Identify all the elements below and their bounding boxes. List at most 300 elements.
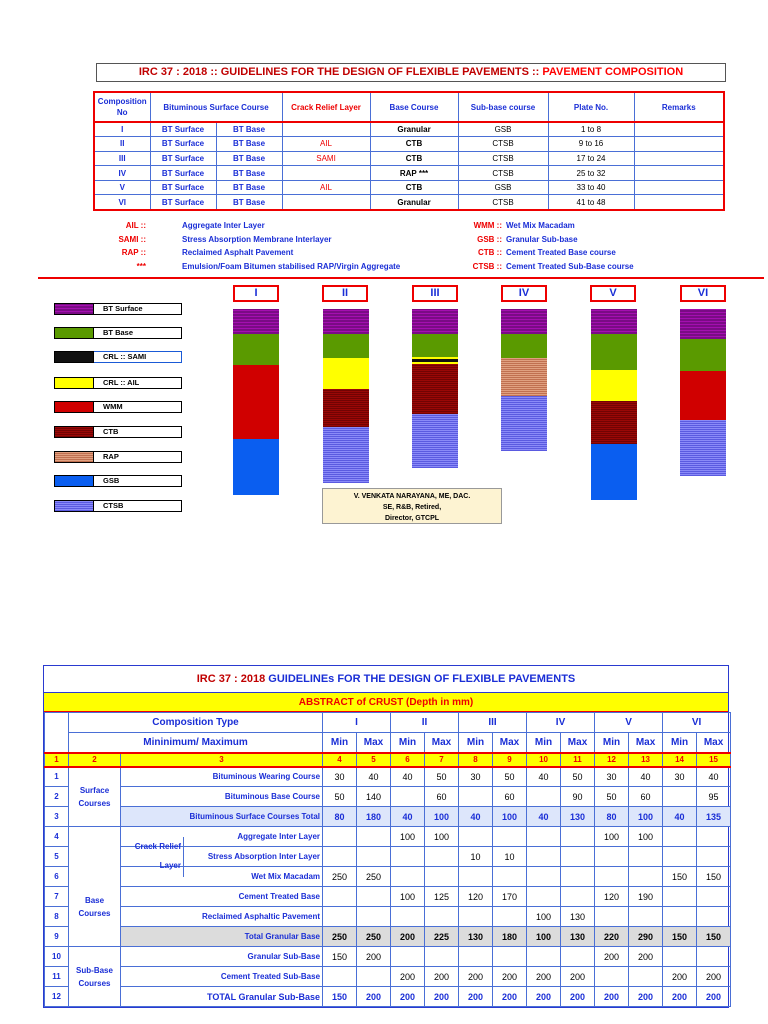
legend-swatch — [54, 451, 94, 463]
value-cell: 200 — [459, 987, 493, 1007]
value-cell — [459, 947, 493, 967]
value-cell: 200 — [561, 967, 595, 987]
abbr-item — [100, 246, 460, 260]
row-number: 12 — [45, 987, 69, 1007]
abstract-title-irc: IRC 37 : 2018 — [196, 673, 269, 685]
value-cell: 200 — [357, 947, 391, 967]
legend-item-ail — [54, 377, 182, 389]
value-cell — [323, 847, 357, 867]
value-cell: 200 — [391, 927, 425, 947]
row-remarks — [634, 151, 724, 166]
row-surface: BT Surface — [150, 137, 216, 152]
credit-line: V. VENKATA NARAYANA, ME, DAC. — [353, 493, 471, 500]
composition-type-label: Composition Type — [69, 713, 323, 733]
group-base-courses — [69, 827, 121, 947]
value-cell: 60 — [493, 787, 527, 807]
value-cell — [459, 907, 493, 927]
value-cell: 40 — [527, 807, 561, 827]
row-base: BT Base — [216, 137, 282, 152]
abbr-value: Cement Treated Sub-Base course — [506, 261, 634, 271]
legend-label: CRL :: SAMI — [103, 352, 147, 361]
value-cell — [527, 867, 561, 887]
index-cell: 8 — [459, 753, 493, 767]
value-cell — [425, 867, 459, 887]
value-cell: 220 — [595, 927, 629, 947]
value-cell — [629, 967, 663, 987]
row-label: Bituminous Surface Courses Total — [121, 807, 323, 827]
abbr-item — [100, 219, 460, 233]
value-cell: 10 — [493, 847, 527, 867]
value-cell — [697, 947, 731, 967]
value-cell: 100 — [391, 887, 425, 907]
row-plate: 25 to 32 — [548, 166, 634, 181]
header-subbase-course: Sub-base course — [458, 92, 548, 122]
abbr-item — [440, 219, 760, 233]
value-cell: 100 — [629, 807, 663, 827]
abbr-item — [440, 260, 760, 274]
type-i: I — [323, 713, 391, 733]
index-row — [45, 753, 731, 767]
layer-bt-surface — [233, 309, 279, 334]
header-composition-no: Composition No — [94, 92, 150, 122]
value-cell: 30 — [663, 767, 697, 787]
row-base-course: CTB — [370, 180, 458, 195]
abbr-key: CTB :: — [478, 248, 502, 257]
row-number: 10 — [45, 947, 69, 967]
column-label-v: V — [590, 285, 636, 302]
legend-label: GSB — [103, 476, 120, 485]
value-cell — [527, 787, 561, 807]
index-cell: 4 — [323, 753, 357, 767]
abbr-value: Emulsion/Foam Bitumen stabilised RAP/Virgin Aggregate — [182, 261, 401, 271]
composition-type-row — [45, 713, 731, 733]
abbr-key: AIL :: — [125, 221, 146, 230]
row-number: 11 — [45, 967, 69, 987]
value-cell: 190 — [629, 887, 663, 907]
legend-label: CTSB — [103, 501, 124, 510]
value-cell — [459, 827, 493, 847]
value-cell: 200 — [663, 967, 697, 987]
value-cell: 200 — [595, 947, 629, 967]
row-crl — [282, 166, 370, 181]
index-cell: 5 — [357, 753, 391, 767]
abstract-title — [44, 666, 728, 692]
value-cell — [629, 847, 663, 867]
row-plate: 17 to 24 — [548, 151, 634, 166]
row-base: BT Base — [216, 195, 282, 210]
table-row — [45, 947, 731, 967]
table-row — [94, 122, 724, 137]
composition-title-main: IRC 37 : 2018 :: GUIDELINES FOR THE DESIGN OF FLEXIBLE PAVEMENTS :: — [138, 66, 543, 78]
row-number: 6 — [45, 867, 69, 887]
value-cell: 95 — [697, 787, 731, 807]
max-header: Max — [425, 733, 459, 753]
row-number: 7 — [45, 887, 69, 907]
value-cell: 200 — [629, 947, 663, 967]
value-cell: 250 — [357, 867, 391, 887]
value-cell: 140 — [357, 787, 391, 807]
row-no: I — [94, 122, 150, 137]
row-number: 5 — [45, 847, 69, 867]
value-cell: 50 — [425, 767, 459, 787]
stack-vi — [680, 309, 726, 476]
value-cell: 50 — [595, 787, 629, 807]
table-row — [94, 195, 724, 210]
legend-label: BT Surface — [103, 304, 143, 313]
layer-rap — [501, 358, 547, 396]
legend-item-bt-base — [54, 327, 182, 339]
value-cell: 80 — [595, 807, 629, 827]
min-header: Min — [527, 733, 561, 753]
layer-wmm — [680, 371, 726, 420]
row-label: Cement Treated Sub-Base — [121, 967, 323, 987]
table-row — [45, 787, 731, 807]
table-row — [45, 967, 731, 987]
abstract-title-main: GUIDELINEs FOR THE DESIGN OF FLEXIBLE PAVEMENTS — [268, 673, 576, 685]
value-cell — [493, 947, 527, 967]
row-label: Stress Absorption Inter Layer — [121, 847, 323, 867]
value-cell: 60 — [629, 787, 663, 807]
row-number: 3 — [45, 807, 69, 827]
row-surface: BT Surface — [150, 195, 216, 210]
legend-label: CTB — [103, 427, 119, 436]
value-cell — [697, 887, 731, 907]
value-cell: 170 — [493, 887, 527, 907]
value-cell — [527, 887, 561, 907]
index-cell: 14 — [663, 753, 697, 767]
value-cell: 100 — [425, 807, 459, 827]
layer-bt-base — [323, 334, 369, 358]
group-surface-courses: Surface Courses — [69, 767, 121, 827]
row-base-course: Granular — [370, 122, 458, 137]
legend-swatch — [54, 303, 94, 315]
value-cell — [391, 847, 425, 867]
value-cell: 200 — [493, 987, 527, 1007]
row-plate: 9 to 16 — [548, 137, 634, 152]
header-remarks: Remarks — [634, 92, 724, 122]
abbr-value: Cement Treated Base course — [506, 248, 616, 257]
layer-ctb — [412, 364, 458, 414]
column-label-iv: IV — [501, 285, 547, 302]
value-cell: 100 — [595, 827, 629, 847]
min-header: Min — [459, 733, 493, 753]
value-cell: 30 — [323, 767, 357, 787]
max-header: Max — [697, 733, 731, 753]
index-cell: 12 — [595, 753, 629, 767]
abbr-value: Wet Mix Macadam — [506, 221, 575, 230]
table-row — [94, 180, 724, 195]
value-cell — [663, 947, 697, 967]
minmax-row — [45, 733, 731, 753]
row-surface: BT Surface — [150, 180, 216, 195]
value-cell: 120 — [459, 887, 493, 907]
value-cell: 200 — [391, 987, 425, 1007]
abbr-item — [440, 246, 760, 260]
index-cell: 10 — [527, 753, 561, 767]
value-cell: 130 — [561, 927, 595, 947]
legend-item-sami — [54, 351, 182, 363]
layer-bt-base — [680, 339, 726, 371]
value-cell — [493, 827, 527, 847]
group-subbase-courses: Sub-Base Courses — [69, 947, 121, 1007]
row-label: Cement Treated Base — [121, 887, 323, 907]
index-cell: 3 — [121, 753, 323, 767]
composition-title — [96, 63, 726, 82]
value-cell: 130 — [459, 927, 493, 947]
stack-iii — [412, 309, 458, 468]
layer-bt-surface — [323, 309, 369, 334]
row-label: Aggregate Inter Layer — [121, 827, 323, 847]
value-cell — [697, 847, 731, 867]
legend-swatch — [54, 327, 94, 339]
row-label: Bituminous Wearing Course — [121, 767, 323, 787]
composition-table — [93, 91, 725, 211]
composition-title-accent: PAVEMENT COMPOSITION — [542, 66, 684, 78]
row-number: 4 — [45, 827, 69, 847]
layer-bt-surface — [591, 309, 637, 334]
value-cell — [561, 947, 595, 967]
max-header: Max — [629, 733, 663, 753]
type-vi: VI — [663, 713, 731, 733]
layer-ctsb — [412, 414, 458, 468]
author-credit — [322, 488, 502, 524]
abbr-item — [100, 260, 460, 274]
legend-swatch — [54, 475, 94, 487]
row-label: Total Granular Base — [121, 927, 323, 947]
row-remarks — [634, 166, 724, 181]
table-row — [45, 907, 731, 927]
value-cell — [663, 907, 697, 927]
header-base-course: Base Course — [370, 92, 458, 122]
legend-swatch — [54, 426, 94, 438]
value-cell — [323, 907, 357, 927]
stack-ii — [323, 309, 369, 483]
value-cell — [663, 827, 697, 847]
value-cell: 200 — [595, 987, 629, 1007]
value-cell: 130 — [561, 907, 595, 927]
value-cell: 200 — [391, 967, 425, 987]
value-cell — [357, 827, 391, 847]
row-base: BT Base — [216, 166, 282, 181]
type-iv: IV — [527, 713, 595, 733]
stack-v — [591, 309, 637, 500]
row-number: 1 — [45, 767, 69, 787]
table-row — [94, 137, 724, 152]
stack-i — [233, 309, 279, 495]
legend-label: RAP — [103, 452, 119, 461]
column-label-i: I — [233, 285, 279, 302]
row-no: V — [94, 180, 150, 195]
value-cell — [459, 867, 493, 887]
row-crl: SAMI — [282, 151, 370, 166]
index-cell: 11 — [561, 753, 595, 767]
value-cell: 200 — [629, 987, 663, 1007]
row-base-course: RAP *** — [370, 166, 458, 181]
blank-cell — [45, 713, 69, 753]
value-cell: 40 — [391, 767, 425, 787]
stack-iv — [501, 309, 547, 451]
layer-bt-base — [412, 334, 458, 357]
index-cell: 6 — [391, 753, 425, 767]
value-cell — [527, 947, 561, 967]
row-subbase: CTSB — [458, 195, 548, 210]
value-cell: 200 — [697, 987, 731, 1007]
value-cell: 200 — [425, 967, 459, 987]
value-cell: 100 — [493, 807, 527, 827]
value-cell: 200 — [663, 987, 697, 1007]
value-cell — [391, 867, 425, 887]
row-base: BT Base — [216, 122, 282, 137]
value-cell — [493, 867, 527, 887]
row-crl: AIL — [282, 137, 370, 152]
type-ii: II — [391, 713, 459, 733]
layer-bt-surface — [680, 309, 726, 339]
value-cell: 90 — [561, 787, 595, 807]
value-cell: 200 — [527, 967, 561, 987]
column-label-vi: VI — [680, 285, 726, 302]
value-cell — [663, 847, 697, 867]
header-bituminous-surface: Bituminous Surface Course — [150, 92, 282, 122]
value-cell — [527, 827, 561, 847]
value-cell: 200 — [357, 987, 391, 1007]
abbr-key: SAMI :: — [118, 234, 146, 244]
row-no: III — [94, 151, 150, 166]
legend-swatch — [54, 401, 94, 413]
abbr-value: Reclaimed Asphalt Pavement — [182, 248, 294, 257]
row-plate: 41 to 48 — [548, 195, 634, 210]
layer-ctsb — [323, 427, 369, 483]
row-remarks — [634, 122, 724, 137]
min-header: Min — [663, 733, 697, 753]
layer-gsb — [591, 444, 637, 500]
layer-sami — [412, 357, 458, 364]
value-cell: 150 — [697, 927, 731, 947]
layer-ctb — [591, 401, 637, 444]
value-cell: 100 — [629, 827, 663, 847]
table-row — [45, 987, 731, 1007]
value-cell: 225 — [425, 927, 459, 947]
value-cell: 50 — [561, 767, 595, 787]
header-crack-relief: Crack Relief Layer — [282, 92, 370, 122]
value-cell — [595, 867, 629, 887]
legend-item-gsb — [54, 475, 182, 487]
value-cell — [595, 907, 629, 927]
abbr-value: Granular Sub-base — [506, 234, 578, 244]
value-cell: 200 — [459, 967, 493, 987]
layer-gsb — [233, 439, 279, 495]
table-row — [45, 807, 731, 827]
group-base-label: Base Courses — [78, 895, 111, 918]
value-cell: 150 — [323, 947, 357, 967]
abbr-value: Aggregate Inter Layer — [182, 221, 265, 230]
index-cell: 9 — [493, 753, 527, 767]
header-plate-no: Plate No. — [548, 92, 634, 122]
value-cell — [629, 907, 663, 927]
column-label-ii: II — [322, 285, 368, 302]
value-cell — [391, 787, 425, 807]
row-label: Wet Mix Macadam — [121, 867, 323, 887]
row-subbase: GSB — [458, 180, 548, 195]
column-label-iii: III — [412, 285, 458, 302]
type-v: V — [595, 713, 663, 733]
layer-bt-surface — [412, 309, 458, 334]
row-surface: BT Surface — [150, 166, 216, 181]
value-cell — [391, 947, 425, 967]
value-cell — [493, 907, 527, 927]
value-cell — [629, 867, 663, 887]
row-remarks — [634, 137, 724, 152]
row-crl — [282, 195, 370, 210]
value-cell — [323, 887, 357, 907]
credit-line: Director, GTCPL — [384, 515, 440, 522]
value-cell: 40 — [459, 807, 493, 827]
legend-swatch — [54, 377, 94, 389]
row-no: II — [94, 137, 150, 152]
layer-bt-base — [233, 334, 279, 365]
layer-wmm — [233, 365, 279, 439]
abbr-item — [100, 233, 460, 247]
abbr-item — [440, 233, 760, 247]
table-row — [45, 767, 731, 787]
value-cell: 40 — [697, 767, 731, 787]
value-cell — [527, 847, 561, 867]
abbr-key: WMM :: — [473, 221, 502, 230]
row-plate: 33 to 40 — [548, 180, 634, 195]
row-base: BT Base — [216, 151, 282, 166]
row-surface: BT Surface — [150, 151, 216, 166]
value-cell — [425, 907, 459, 927]
abbr-value: Stress Absorption Membrane Interlayer — [182, 234, 332, 244]
abbreviations-left — [100, 219, 460, 273]
table-row — [45, 887, 731, 907]
abbr-key: GSB :: — [477, 234, 502, 244]
value-cell — [595, 847, 629, 867]
row-crl: AIL — [282, 180, 370, 195]
layer-ail — [591, 370, 637, 401]
legend-item-rap — [54, 451, 182, 463]
value-cell: 40 — [391, 807, 425, 827]
section-divider — [38, 277, 764, 279]
value-cell: 40 — [357, 767, 391, 787]
value-cell — [323, 827, 357, 847]
row-subbase: CTSB — [458, 137, 548, 152]
value-cell — [459, 787, 493, 807]
row-label: TOTAL Granular Sub-Base — [121, 987, 323, 1007]
value-cell — [357, 907, 391, 927]
table-row — [45, 927, 731, 947]
value-cell: 30 — [459, 767, 493, 787]
min-header: Min — [595, 733, 629, 753]
legend-swatch — [54, 351, 94, 363]
max-header: Max — [561, 733, 595, 753]
value-cell: 10 — [459, 847, 493, 867]
row-label: Reclaimed Asphaltic Pavement — [121, 907, 323, 927]
value-cell: 290 — [629, 927, 663, 947]
max-header: Max — [357, 733, 391, 753]
composition-header-row — [94, 92, 724, 122]
value-cell: 200 — [527, 987, 561, 1007]
value-cell: 150 — [663, 867, 697, 887]
value-cell: 50 — [323, 787, 357, 807]
row-base: BT Base — [216, 180, 282, 195]
row-no: IV — [94, 166, 150, 181]
value-cell — [425, 947, 459, 967]
value-cell: 150 — [697, 867, 731, 887]
legend-swatch — [54, 500, 94, 512]
layer-ail — [323, 358, 369, 389]
value-cell: 150 — [663, 927, 697, 947]
layer-bt-surface — [501, 309, 547, 334]
